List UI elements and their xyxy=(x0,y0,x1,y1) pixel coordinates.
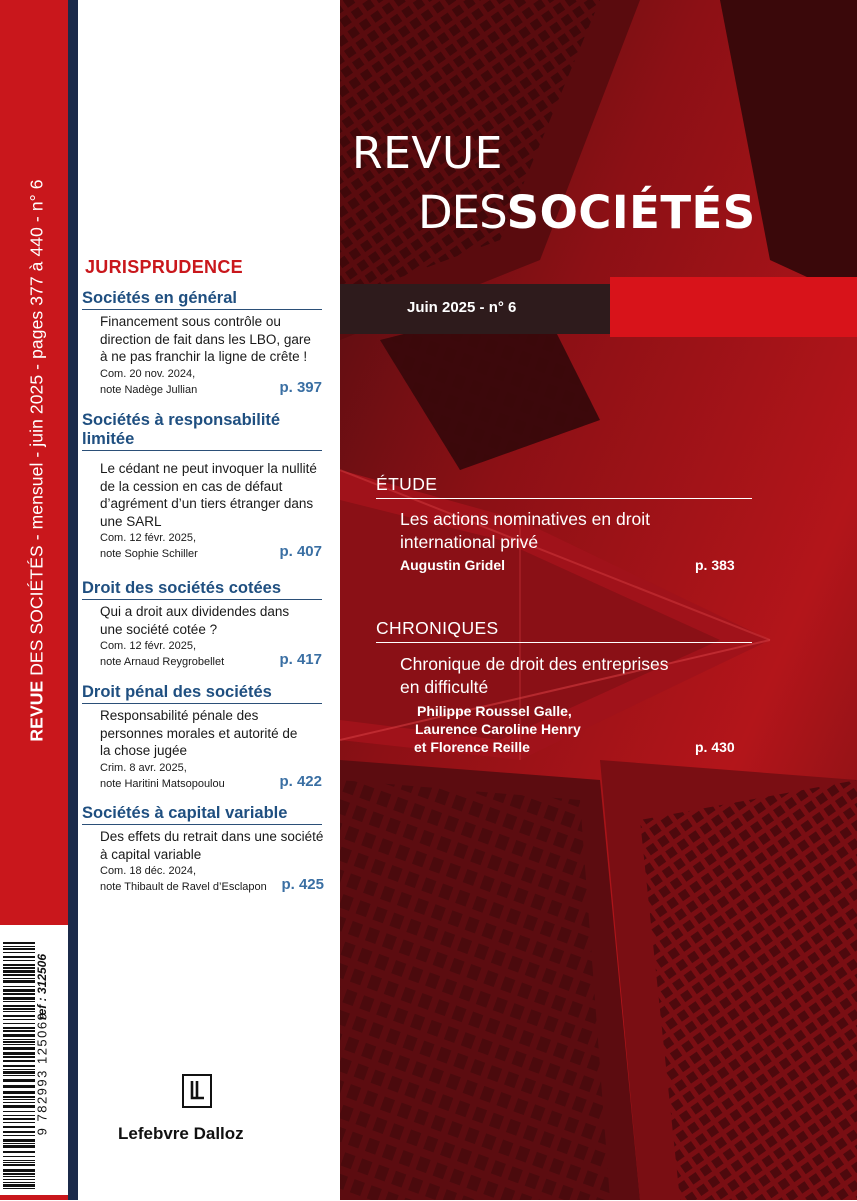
section-societes-general xyxy=(82,289,322,399)
etude-heading: ÉTUDE xyxy=(376,474,752,499)
ref-number: ref : 312506 xyxy=(35,953,49,1021)
barcode-bar xyxy=(3,1139,35,1142)
barcode-bar xyxy=(3,1071,35,1074)
barcode-bar xyxy=(3,948,35,950)
barcode-bar xyxy=(3,989,35,992)
section-note: note Sophie Schiller xyxy=(100,548,198,560)
barcode-bar xyxy=(3,1056,35,1058)
barcode-bar xyxy=(3,942,35,944)
barcode-bar xyxy=(3,1060,35,1062)
section-cotees xyxy=(82,579,322,671)
barcode-bar xyxy=(3,1115,35,1116)
barcode-bar xyxy=(3,1160,35,1161)
section-court: Crim. 8 avr. 2025, xyxy=(100,761,187,774)
section-desc: Financement sous contrôle ou direction de fait dans les LBO, gare à ne pas franchir la ligne de crête ! xyxy=(100,314,311,364)
barcode-bar xyxy=(3,1096,35,1098)
barcode-bar xyxy=(3,1008,35,1010)
barcode-bar xyxy=(3,956,35,958)
section-page: p. 407 xyxy=(279,543,322,560)
barcode-bar xyxy=(3,1065,35,1067)
issue-label: Juin 2025 - n° 6 xyxy=(407,299,517,316)
barcode-bar xyxy=(3,1005,35,1007)
barcode-bar xyxy=(3,974,35,976)
chroniques-heading: CHRONIQUES xyxy=(376,618,752,643)
barcode-bar xyxy=(3,1041,35,1043)
publisher-name: Lefebvre Dalloz xyxy=(118,1124,244,1143)
masthead-societes: SOCIÉTÉS xyxy=(506,186,756,239)
barcode-bar xyxy=(3,997,35,1000)
barcode-bar xyxy=(3,1131,35,1133)
barcode-bar xyxy=(3,993,35,995)
spine-stripe xyxy=(68,0,78,1200)
barcode-bar xyxy=(3,1188,35,1189)
masthead-revue: REVUE xyxy=(352,128,503,179)
section-title: Sociétés en général xyxy=(82,289,322,310)
section-page: p. 397 xyxy=(279,378,322,396)
section-title: Sociétés à capital variable xyxy=(82,804,322,825)
section-court: Com. 18 déc. 2024, xyxy=(100,865,197,877)
barcode-digits: 9 782993 125069 xyxy=(34,1011,50,1136)
barcode-bar xyxy=(3,946,35,947)
publisher-logo-icon xyxy=(182,1074,212,1108)
chroniques-title-line1: Chronique de droit des entreprises xyxy=(400,654,669,674)
section-court: Com. 20 nov. 2024, xyxy=(100,367,196,380)
red-tab xyxy=(610,277,857,337)
chroniques-page: p. 430 xyxy=(695,739,735,755)
cover-image xyxy=(340,0,857,1200)
section-note: note Arnaud Reygrobellet xyxy=(100,656,225,668)
barcode-bar xyxy=(3,964,35,966)
barcode-bar xyxy=(3,1105,35,1108)
barcode-bar xyxy=(3,1102,35,1103)
barcode-bar xyxy=(3,1156,35,1157)
barcode-bar xyxy=(3,1169,35,1172)
chroniques-title-line2: en difficulté xyxy=(400,677,489,697)
barcode-bar xyxy=(3,952,35,953)
section-page: p. 422 xyxy=(279,772,322,790)
barcode-bar xyxy=(3,1030,35,1032)
barcode-bar xyxy=(3,1179,35,1180)
barcode-bar xyxy=(3,1015,35,1017)
etude-author: Augustin Gridel xyxy=(400,557,505,573)
section-title: Droit pénal des sociétés xyxy=(82,683,322,704)
barcode-bar xyxy=(3,1069,35,1070)
chroniques-author-1: Philippe Roussel Galle, xyxy=(417,703,572,719)
barcode-bar xyxy=(3,1126,35,1128)
spine-title-bold: REVUE xyxy=(26,680,47,742)
barcode-bar xyxy=(3,1079,35,1082)
section-note: note Haritini Matsopoulou xyxy=(100,777,225,790)
barcode-bar xyxy=(3,1001,35,1002)
section-page: p. 417 xyxy=(279,651,322,668)
section-note: note Thibault de Ravel d’Esclapon xyxy=(100,881,267,893)
barcode-bar xyxy=(3,1184,35,1187)
barcode-bar xyxy=(3,1034,35,1037)
section-title: Sociétés à responsabilité limitée xyxy=(82,411,322,451)
barcode-bar xyxy=(3,1182,35,1183)
barcode-bar xyxy=(3,978,35,979)
chroniques-author-3: et Florence Reille xyxy=(414,739,530,755)
chroniques-author-2: Laurence Caroline Henry xyxy=(415,721,581,737)
barcode-bar xyxy=(3,1118,35,1120)
barcode-bar xyxy=(3,1162,35,1163)
section-penal xyxy=(82,683,322,793)
barcode-bar xyxy=(3,1176,35,1177)
etude-title-line2: international privé xyxy=(400,532,539,552)
barcode-bar xyxy=(3,1019,35,1020)
barcode-bar xyxy=(3,1173,35,1175)
barcode-bar xyxy=(3,1039,35,1040)
barcode-bar xyxy=(3,1044,35,1045)
barcode-bar xyxy=(3,1164,35,1166)
barcode-bar xyxy=(3,960,35,961)
barcode-bar xyxy=(3,1143,35,1144)
barcode-bar xyxy=(3,970,35,973)
barcode-bar xyxy=(3,1091,35,1094)
barcode-bar xyxy=(3,1111,35,1112)
spine-text xyxy=(27,11,48,911)
barcode-bar xyxy=(3,1151,35,1153)
section-desc: Qui a droit aux dividendes dans une société cotée ? xyxy=(100,604,290,637)
barcode-bar xyxy=(3,980,35,983)
building-illustration xyxy=(340,0,857,1200)
section-desc: Le cédant ne peut invoquer la nullité de la cession en cas de défaut d’agrément d’un tiers étranger dans une SARL xyxy=(100,461,317,529)
barcode xyxy=(3,940,35,1195)
masthead-des: DES xyxy=(418,186,507,239)
masthead-des-societes xyxy=(418,186,756,239)
barcode-bar xyxy=(3,1027,35,1029)
section-desc: Des effets du retrait dans une société à capital variable xyxy=(100,829,324,862)
barcode-bar xyxy=(3,1122,35,1123)
barcode-bar xyxy=(3,1075,35,1076)
barcode-bar xyxy=(3,1011,35,1012)
barcode-bar xyxy=(3,1085,35,1088)
barcode-bar xyxy=(3,1145,35,1148)
section-note: note Nadège Jullian xyxy=(100,383,198,396)
section-page: p. 425 xyxy=(281,876,324,893)
barcode-bar xyxy=(3,1023,35,1024)
barcode-bar xyxy=(3,967,35,969)
barcode-bar xyxy=(3,1052,35,1055)
barcode-bar xyxy=(3,1099,35,1100)
section-title: Droit des sociétés cotées xyxy=(82,579,322,600)
section-court: Com. 12 févr. 2025, xyxy=(100,640,196,652)
etude-title-line1: Les actions nominatives en droit xyxy=(400,509,650,529)
etude-page: p. 383 xyxy=(695,557,735,573)
jurisprudence-heading: JURISPRUDENCE xyxy=(85,257,243,277)
section-desc: Responsabilité pénale des personnes morales et autorité de la chose jugée xyxy=(100,708,298,758)
barcode-bar xyxy=(3,1135,35,1136)
section-sarl xyxy=(82,411,322,563)
section-court: Com. 12 févr. 2025, xyxy=(100,532,196,544)
logo-mark xyxy=(184,1076,209,1105)
barcode-bar xyxy=(3,1047,35,1050)
barcode-bar xyxy=(3,986,35,987)
section-capital-variable xyxy=(82,804,322,896)
spine-title-rest: DES SOCIÉTÉS - mensuel - juin 2025 - pages 377 à 440 - n° 6 xyxy=(26,179,47,681)
